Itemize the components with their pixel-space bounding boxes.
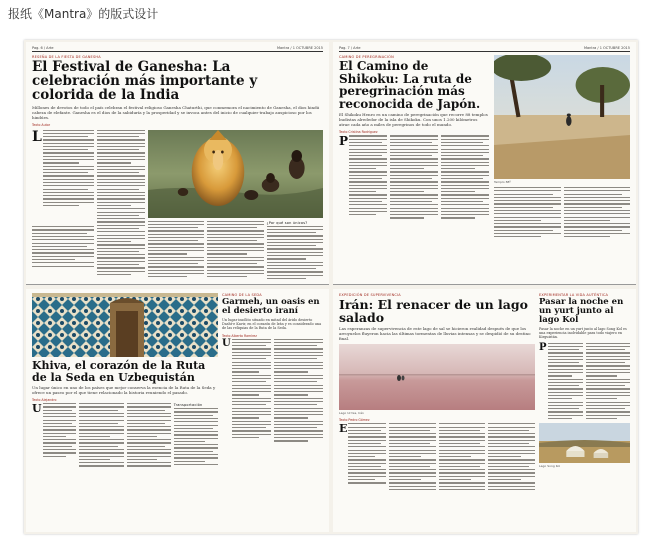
kicker: EXPEDICIÓN DE SUPERVIVENCIA <box>339 293 401 297</box>
deck: Millones de devotos de todo el país celebran el festival religioso Ganesha Chaturthi, que conmemora el nacimiento de Ganesha, el dios hindú cabeza de elefante. Ganesha es el dios de la sabiduría y la prosperidad y se invoca antes del inicio de cualquier trabajo auspicioso por los hindúes. <box>32 104 320 120</box>
dropcap: P <box>539 341 547 353</box>
dropcap: L <box>32 128 42 145</box>
dropcap: P <box>339 134 349 149</box>
byline: Texto Cristina Rodríguez <box>339 130 378 135</box>
page-ganesha <box>26 42 329 285</box>
headline: El Festival de Ganesha: La celebración más importante y colorida de la India <box>32 59 258 104</box>
pilgrimage-path-photo <box>494 55 630 179</box>
photo-yurt <box>539 423 630 463</box>
body-column <box>32 130 94 280</box>
headline: Irán: El renacer de un lago salado <box>339 297 528 326</box>
shikoku-text-block <box>339 55 489 237</box>
folio <box>32 46 323 52</box>
photo-caption: Templo 88º <box>494 180 511 184</box>
photo-and-columns <box>148 130 323 280</box>
photo-khiva-tiles <box>32 293 218 357</box>
salt-lake-photo <box>339 344 535 410</box>
photo-caption: Lago Urmia, Irán <box>339 411 364 416</box>
byline: Texto Alejandro <box>32 398 57 403</box>
side-headline: Pasar la noche en un yurt junto al lago Kol <box>539 297 624 325</box>
subhead: Transportación <box>173 403 203 408</box>
yurt-photo <box>539 423 630 463</box>
photo-ganesha <box>148 130 323 218</box>
deck: El Shikoku Henro es un camino de peregrinación que recorre 88 templos budistas alrededor de la isla de Shikoku. Con unos 1.200 kilómetros atrae cada año a miles de peregrinos de todo el mundo. <box>339 112 488 128</box>
side-deck: Un lugar insólito situado en mitad del árido desierto Dasht-e Kavir, en el corazón de Irán y es considerado una de las reliquias de la Ruta de la Seda. <box>222 317 322 331</box>
dropcap: E <box>339 422 348 436</box>
photo-caption: Lago Song Kol <box>539 464 561 469</box>
byline: Texto Autor <box>32 122 51 127</box>
deck: Un lugar único en uno de los países que mejor conserva la esencia de la Ruta de la Seda y ofrece un paseo por el que tiene relacionado la historia reuniendo el pasado. <box>32 385 216 396</box>
iran-main <box>339 293 535 490</box>
kicker: CAMINO DE PEREGRINACIÓN <box>339 55 394 59</box>
side-byline: Texto Alberto Ramírez <box>222 333 257 338</box>
dropcap: U <box>32 402 42 416</box>
newspaper-spread <box>24 40 638 534</box>
songkol-sidebar <box>539 293 630 490</box>
photo-iran-lake <box>339 344 535 410</box>
byline: Texto Pedro Gómez <box>339 418 370 423</box>
folio-left: Pag. 7 / Arte <box>339 46 361 50</box>
side-kicker: EXPERIMENTAR LA VIDA AUTÉNTICA <box>539 293 609 297</box>
dropcap: U <box>222 337 231 349</box>
headline: Khiva, el corazón de la Ruta de la Seda en Uzbequistán <box>32 359 206 384</box>
folio-right: Mantra / 1 OCTUBRE 2015 <box>276 46 323 50</box>
subhead: ¿Por qué son únicos? <box>266 220 308 225</box>
side-headline: Garmeh, un oasis en el desierto iraní <box>222 297 320 316</box>
photo-shikoku <box>494 55 630 179</box>
page-iran <box>333 289 636 532</box>
garmeh-sidebar <box>222 293 323 467</box>
side-kicker: CAMINO DE LA SEDA <box>222 293 262 297</box>
image-caption-title: 报纸《Mantra》的版式设计 <box>8 7 159 21</box>
folio <box>339 46 630 52</box>
side-deck: Pasar la noche en un yurt junto al lago Song Kol es una experiencia inolvidable para todo viajero en Kirguistán. <box>539 326 627 340</box>
headline: El Camino de Shikoku: La ruta de peregrinación más reconocida de Japón. <box>339 59 481 111</box>
ganesha-statue-photo <box>148 130 323 218</box>
khiva-main <box>32 293 218 467</box>
body-column <box>97 130 145 280</box>
kicker: RESEÑA DE LA FIESTA DE GANESHA <box>32 55 101 59</box>
mosaic-tile-photo <box>32 293 218 357</box>
pull-quote <box>32 209 94 223</box>
page-khiva <box>26 289 329 532</box>
folio-right: Mantra / 1 OCTUBRE 2015 <box>583 46 630 50</box>
page-shikoku <box>333 42 636 285</box>
article-body <box>32 130 323 280</box>
folio-left: Pag. 6 / Arte <box>32 46 54 50</box>
deck: Las esperanzas de supervivencia de este lago de sal se hicieron realidad después de que los arroyuelos fluyeron hacia las últimas tormentas de lluvias intensas y se despidió de su destino final. <box>339 326 531 342</box>
shikoku-photo-block <box>494 55 630 237</box>
